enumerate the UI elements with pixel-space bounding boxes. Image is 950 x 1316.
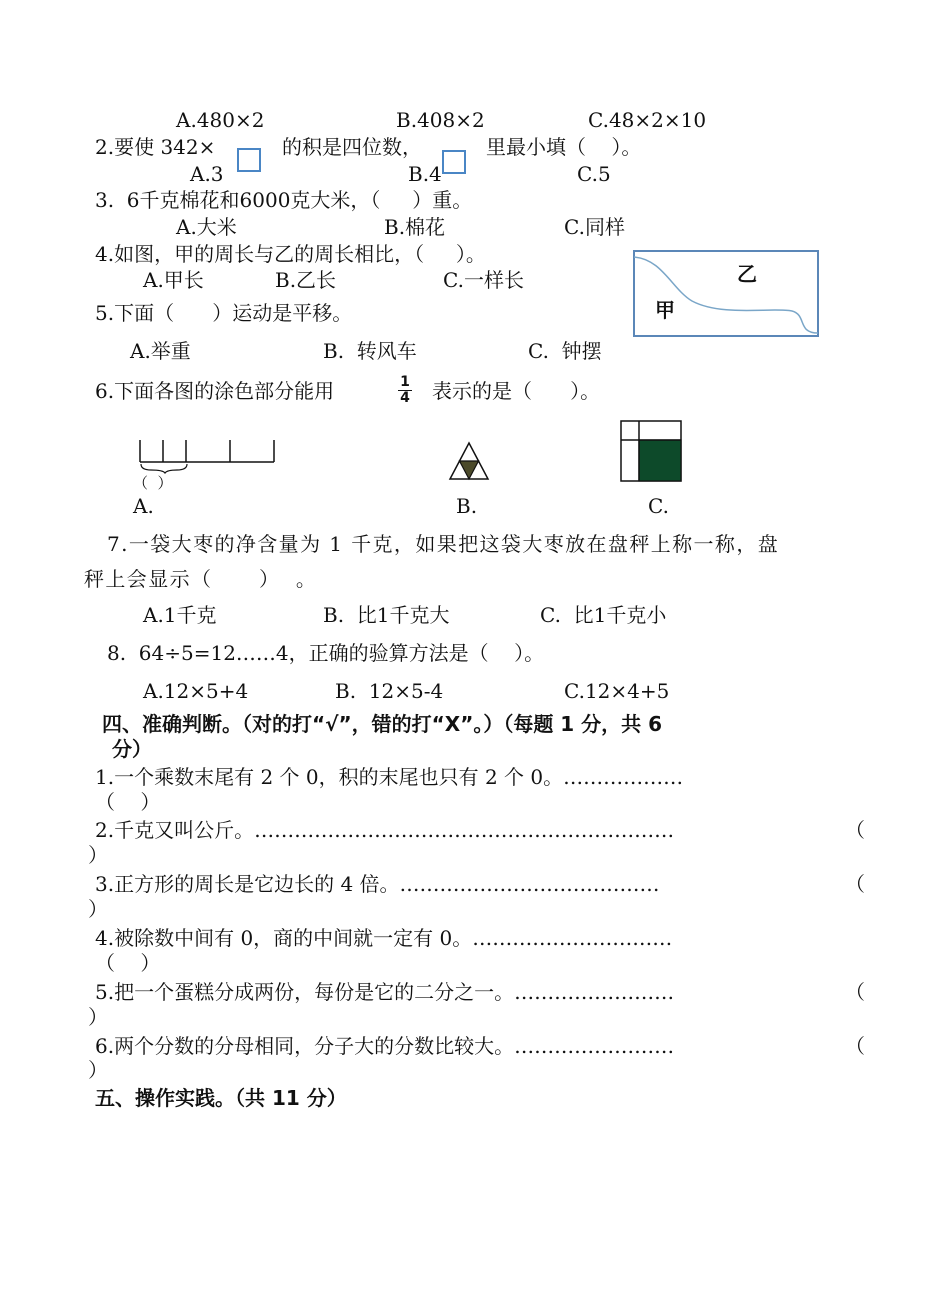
q7-line-2: 秤上会显示（ ） 。 xyxy=(84,567,318,591)
q6-text-post: 表示的是（ ）。 xyxy=(432,379,601,403)
judge-item-5: 5.把一个蛋糕分成两份，每份是它的二分之一。…………………… xyxy=(95,980,675,1004)
q4-text: 4.如图，甲的周长与乙的周长相比，（ ）。 xyxy=(95,242,486,266)
q4-figure-jia-yi xyxy=(632,249,822,339)
q3-option-a: A.大米 xyxy=(176,215,237,239)
judge-item-2: 2.千克又叫公斤。……………………………………………………… xyxy=(95,818,675,842)
q6-fraction-denominator: 4 xyxy=(398,390,412,406)
q2-blank-box-1 xyxy=(237,148,261,172)
judge-item-3-paren-open[interactable]: （ xyxy=(845,872,865,896)
judge-item-2-paren-open[interactable]: （ xyxy=(845,818,865,842)
q1-option-b: B.408×2 xyxy=(396,108,485,132)
q3-option-c: C.同样 xyxy=(564,215,625,239)
q8-option-b: B. 12×5-4 xyxy=(335,679,444,703)
q6-fraction xyxy=(398,375,412,406)
section4-title: 四、准确判断。（对的打“√”，错的打“X”。）（每题 1 分，共 6 xyxy=(102,712,663,736)
q4-label-yi: 乙 xyxy=(737,262,757,286)
q2-option-b: B.4 xyxy=(408,162,442,186)
q6-option-a: A. xyxy=(133,494,154,518)
judge-item-3: 3.正方形的周长是它边长的 4 倍。………………………………… xyxy=(95,872,660,896)
section5-title: 五、操作实践。（共 11 分） xyxy=(95,1086,347,1110)
q6-figure-a-segment xyxy=(135,438,280,474)
q2-text-post: 里最小填（ ）。 xyxy=(486,135,642,159)
q6-fraction-numerator: 1 xyxy=(400,374,410,390)
q3-option-b: B.棉花 xyxy=(384,215,446,239)
q6-text-pre: 6.下面各图的涂色部分能用 xyxy=(95,379,335,403)
q5-option-c: C. 钟摆 xyxy=(528,339,602,363)
judge-item-3-paren-close: ） xyxy=(88,897,108,921)
q6-option-c: C. xyxy=(648,494,669,518)
q7-option-a: A.1千克 xyxy=(143,603,217,627)
q4-label-jia: 甲 xyxy=(655,298,675,322)
q5-text: 5.下面（ ）运动是平移。 xyxy=(95,301,353,325)
q7-option-b: B. 比1千克大 xyxy=(323,603,450,627)
q2-option-c: C.5 xyxy=(577,162,611,186)
q1-option-c: C.48×2×10 xyxy=(588,108,707,132)
q7-line-1: 7.一袋大枣的净含量为 1 千克，如果把这袋大枣放在盘秤上称一称，盘 xyxy=(107,532,780,556)
judge-item-6-paren-close: ） xyxy=(88,1058,108,1082)
judge-item-5-paren-close: ） xyxy=(88,1005,108,1029)
q5-option-a: A.举重 xyxy=(130,339,191,363)
judge-item-6: 6.两个分数的分母相同，分子大的分数比较大。…………………… xyxy=(95,1034,675,1058)
q6-option-b: B. xyxy=(456,494,478,518)
q2-option-a: A.3 xyxy=(190,162,224,186)
q2-blank-box-2 xyxy=(442,150,466,174)
q8-text: 8. 64÷5=12……4，正确的验算方法是（ ）。 xyxy=(107,641,545,665)
q6-figure-c-square xyxy=(619,419,683,483)
judge-item-4-paren[interactable]: （ ） xyxy=(95,951,161,975)
q6-figure-a-bracket: （ ） xyxy=(133,474,173,492)
judge-item-1: 1.一个乘数末尾有 2 个 0，积的末尾也只有 2 个 0。……………… xyxy=(95,765,684,789)
section4-title-cont: 分） xyxy=(112,737,152,761)
q5-option-b: B. 转风车 xyxy=(323,339,417,363)
q1-option-a: A.480×2 xyxy=(176,108,265,132)
judge-item-2-paren-close: ） xyxy=(88,843,108,867)
judge-item-6-paren-open[interactable]: （ xyxy=(845,1034,865,1058)
q2-text-mid: 的积是四位数， xyxy=(282,135,422,159)
q8-option-a: A.12×5+4 xyxy=(143,679,249,703)
judge-item-5-paren-open[interactable]: （ xyxy=(845,980,865,1004)
q7-option-c: C. 比1千克小 xyxy=(540,603,667,627)
judge-item-4: 4.被除数中间有 0，商的中间就一定有 0。………………………… xyxy=(95,926,673,950)
q4-option-a: A.甲长 xyxy=(143,268,204,292)
q6-figure-b-triangle xyxy=(448,441,490,481)
q2-text-pre: 2.要使 342× xyxy=(95,135,216,159)
q4-option-c: C.一样长 xyxy=(443,268,524,292)
q8-option-c: C.12×4+5 xyxy=(564,679,670,703)
q3-text: 3. 6千克棉花和6000克大米，（ ）重。 xyxy=(95,188,473,212)
q4-option-b: B.乙长 xyxy=(275,268,337,292)
judge-item-1-paren[interactable]: （ ） xyxy=(95,790,161,814)
